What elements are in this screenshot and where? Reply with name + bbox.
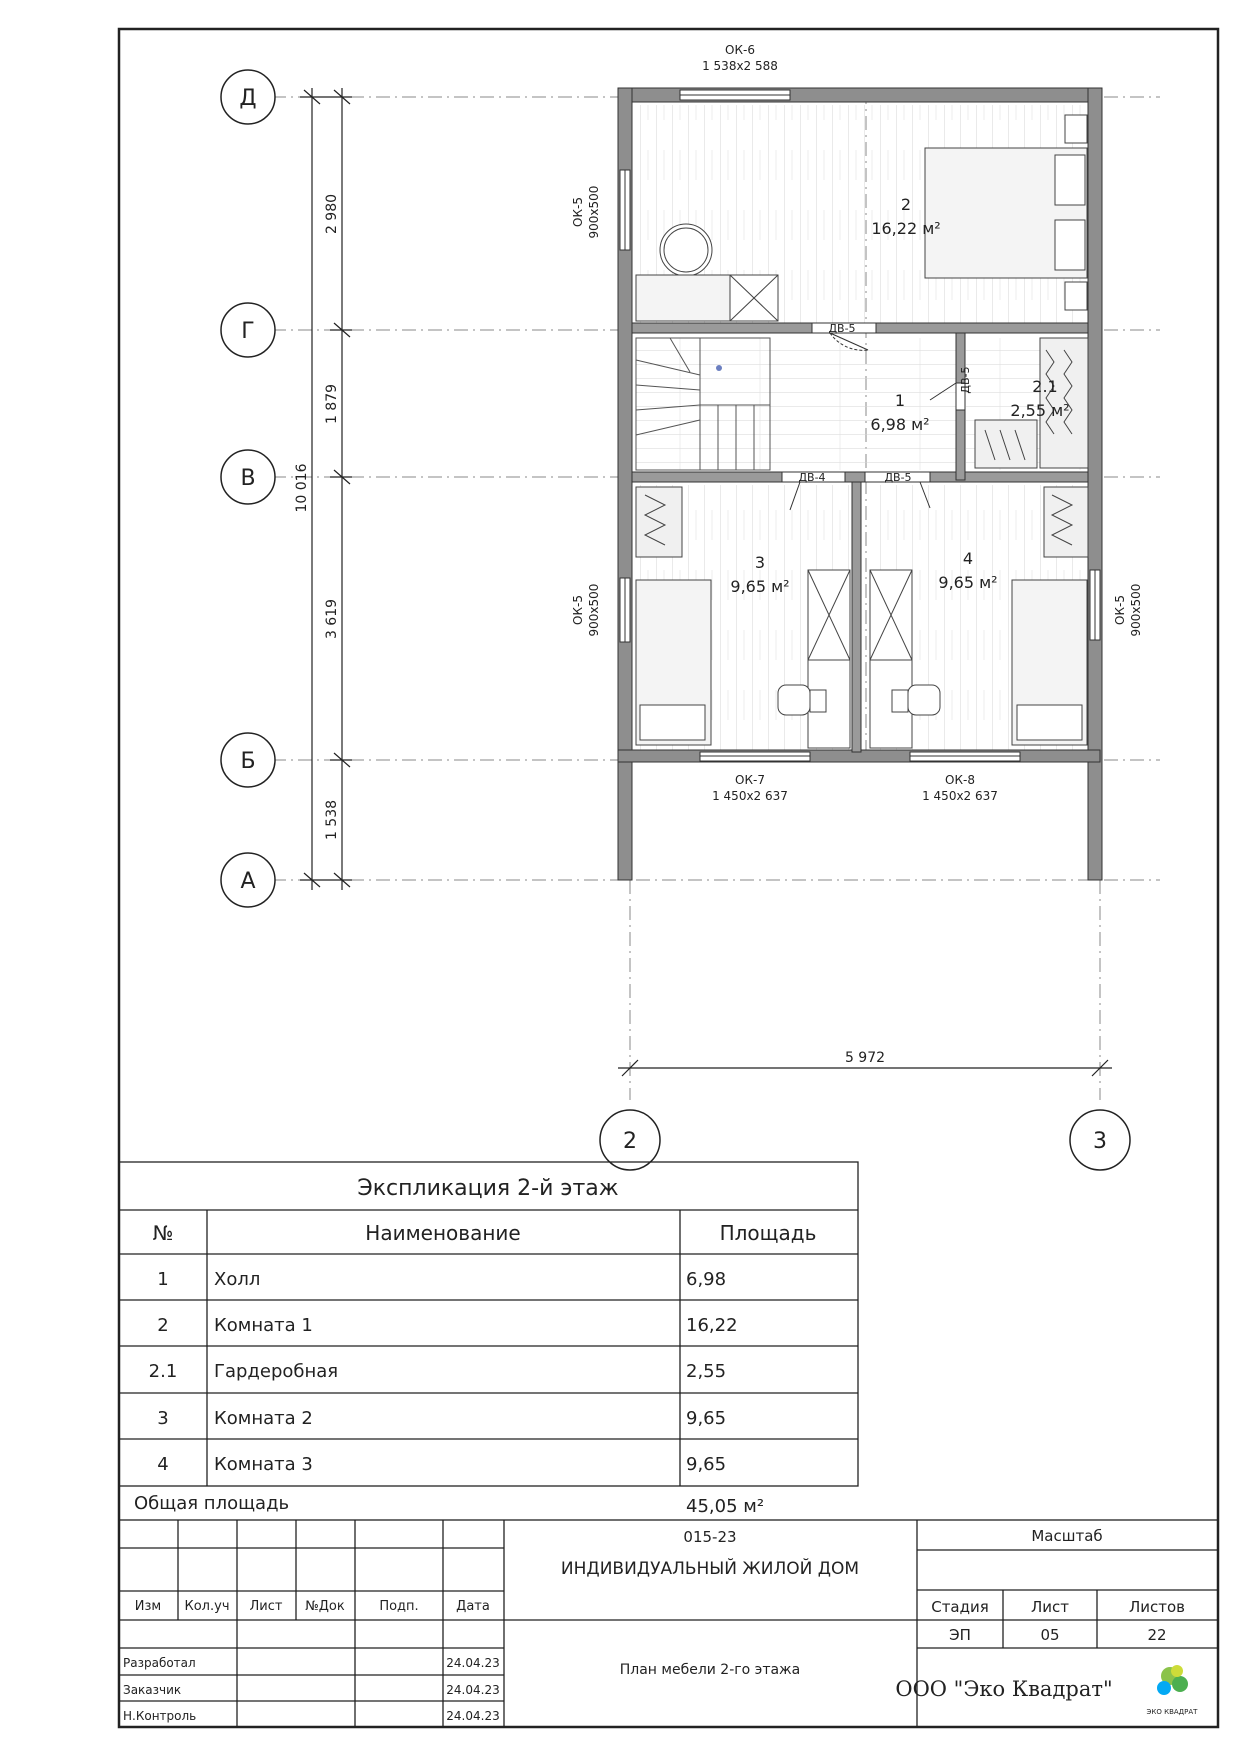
stamp-role-customer: Заказчик — [123, 1683, 182, 1697]
svg-text:2: 2 — [623, 1129, 637, 1154]
stamp-date-norm-control: 24.04.23 — [446, 1709, 500, 1723]
row-num: 1 — [157, 1269, 169, 1290]
stamp-role-developer: Разработал — [123, 1656, 196, 1670]
total-area-value: 45,05 м² — [686, 1496, 765, 1517]
stamp-project-name: ИНДИВИДУАЛЬНЫЙ ЖИЛОЙ ДОМ — [560, 1559, 860, 1579]
explication-row — [157, 1315, 737, 1336]
svg-text:А: А — [240, 869, 256, 894]
explication-header-name: Наименование — [365, 1221, 521, 1245]
room-2-1-area: 2,55 м² — [1010, 401, 1070, 420]
window-ok6-name: ОК-6 — [725, 43, 755, 57]
stamp-stage-value: ЭП — [949, 1626, 971, 1644]
window-ok6-size: 1 538х2 588 — [702, 59, 778, 73]
door-dv5-right-label: ДВ-5 — [959, 366, 972, 394]
row-name: Комната 2 — [214, 1408, 313, 1429]
stamp-sheets-value: 22 — [1147, 1626, 1167, 1644]
window-ok5-right-size: 900х500 — [1129, 583, 1143, 637]
stamp-scale-label: Масштаб — [1031, 1527, 1103, 1545]
stamp-stage-label: Стадия — [931, 1598, 989, 1616]
room-2-area: 16,22 м² — [871, 219, 941, 238]
row-num: 2.1 — [148, 1361, 178, 1382]
row-area: 6,98 — [686, 1269, 727, 1290]
window-ok5-left-top-size: 900х500 — [587, 185, 601, 239]
svg-text:Г: Г — [241, 319, 255, 344]
stamp-role-norm-control: Н.Контроль — [123, 1709, 197, 1723]
window-ok5-left-bottom-size: 900х500 — [587, 583, 601, 637]
window-ok7-name: ОК-7 — [735, 773, 765, 787]
stamp-col-izm: Изм — [134, 1599, 162, 1614]
axis-bubble-a — [221, 853, 275, 907]
stamp-date-customer: 24.04.23 — [446, 1683, 500, 1697]
row-area: 16,22 — [686, 1315, 738, 1336]
axis-bubble-2 — [600, 1110, 660, 1170]
axis-bubble-b — [221, 733, 275, 787]
svg-text:Б: Б — [240, 749, 256, 774]
explication-row — [157, 1269, 726, 1290]
axis-bubble-3 — [1070, 1110, 1130, 1170]
row-num: 4 — [157, 1454, 169, 1475]
room-1-number: 1 — [894, 391, 906, 410]
svg-text:3: 3 — [1093, 1129, 1107, 1154]
axis-bubble-g — [221, 303, 275, 357]
axis-bubble-d — [221, 70, 275, 124]
door-dv5-bottom-label: ДВ-5 — [884, 471, 912, 484]
row-num: 3 — [157, 1408, 169, 1429]
axis-bubble-v — [221, 450, 275, 504]
window-ok5-left-bottom-name: ОК-5 — [571, 595, 585, 625]
row-area: 2,55 — [686, 1361, 727, 1382]
room-2-number: 2 — [900, 195, 912, 214]
room-2-1-number: 2.1 — [1032, 377, 1058, 396]
stamp-sheet-title: План мебели 2-го этажа — [619, 1662, 801, 1678]
company-logo — [1147, 1665, 1199, 1716]
row-num: 2 — [157, 1315, 169, 1336]
floor-plan — [571, 43, 1143, 880]
explication-header-area: Площадь — [719, 1221, 817, 1245]
room-1-area: 6,98 м² — [870, 415, 930, 434]
explication-row — [157, 1454, 726, 1475]
stamp-col-data: Дата — [456, 1599, 490, 1614]
door-dv4-label: ДВ-4 — [798, 471, 826, 484]
dim-1879: 1 879 — [324, 383, 340, 425]
svg-text:В: В — [240, 466, 256, 491]
door-dv5-top-label: ДВ-5 — [828, 322, 856, 335]
room-3-number: 3 — [754, 553, 766, 572]
stamp-project-code: 015-23 — [683, 1528, 737, 1546]
stamp-col-ndok: №Док — [305, 1599, 345, 1614]
stamp-col-podp: Подп. — [379, 1599, 419, 1614]
logo-text: ЭКО КВАДРАТ — [1146, 1708, 1198, 1716]
row-name: Комната 3 — [214, 1454, 313, 1475]
dim-total: 10 016 — [294, 463, 310, 513]
window-ok8-name: ОК-8 — [945, 773, 975, 787]
stamp-sheet-value: 05 — [1040, 1626, 1060, 1644]
dim-3619: 3 619 — [324, 598, 340, 640]
explication-header-num: № — [152, 1221, 174, 1245]
stamp-date-developer: 24.04.23 — [446, 1656, 500, 1670]
window-ok5-left-top-name: ОК-5 — [571, 197, 585, 227]
dim-2980: 2 980 — [324, 193, 340, 235]
explication-row — [149, 1361, 726, 1382]
row-name: Гардеробная — [214, 1361, 339, 1382]
window-ok5-right-name: ОК-5 — [1113, 595, 1127, 625]
stamp-col-koluch: Кол.уч — [184, 1599, 230, 1614]
stamp-sheets-label: Листов — [1128, 1598, 1186, 1616]
room-4-number: 4 — [962, 549, 974, 568]
row-name: Холл — [214, 1269, 261, 1290]
explication-row — [157, 1408, 726, 1429]
stamp-sheet-label: Лист — [1030, 1598, 1070, 1616]
stamp-company: ООО "Эко Квадрат" — [895, 1677, 1113, 1701]
dim-1538: 1 538 — [324, 799, 340, 841]
stamp-col-list: Лист — [249, 1599, 283, 1614]
row-area: 9,65 — [686, 1454, 727, 1475]
window-ok8-size: 1 450х2 637 — [922, 789, 998, 803]
svg-text:Д: Д — [239, 86, 257, 111]
window-ok7-size: 1 450х2 637 — [712, 789, 788, 803]
dim-width: 5 972 — [844, 1050, 886, 1066]
total-area-label: Общая площадь — [134, 1493, 290, 1514]
row-name: Комната 1 — [214, 1315, 313, 1336]
row-area: 9,65 — [686, 1408, 727, 1429]
room-4-area: 9,65 м² — [938, 573, 998, 592]
room-3-area: 9,65 м² — [730, 577, 790, 596]
explication-title: Экспликация 2-й этаж — [357, 1176, 619, 1201]
